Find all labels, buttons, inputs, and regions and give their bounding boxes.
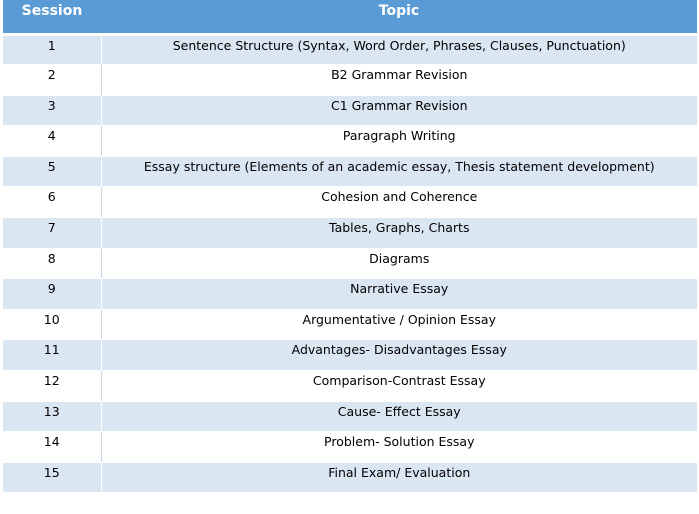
header-topic: Topic (101, 0, 697, 34)
table-row (3, 309, 697, 340)
table-row (3, 462, 697, 493)
session-topic: Cohesion and Coherence (101, 187, 697, 218)
session-topic: Sentence Structure (Syntax, Word Order, Phrases, Clauses, Punctuation) (101, 34, 697, 65)
session-topic: Final Exam/ Evaluation (101, 462, 697, 493)
session-topic: Advantages- Disadvantages Essay (101, 340, 697, 371)
header-session: Session (3, 0, 101, 34)
session-number: 4 (3, 126, 101, 157)
syllabus-table-wrapper (3, 0, 697, 493)
session-topic: Tables, Graphs, Charts (101, 218, 697, 249)
table-row (3, 371, 697, 402)
table-row (3, 126, 697, 157)
session-topic: Paragraph Writing (101, 126, 697, 157)
session-number: 3 (3, 95, 101, 126)
session-topic: Argumentative / Opinion Essay (101, 309, 697, 340)
session-topic: Cause- Effect Essay (101, 401, 697, 432)
session-number: 14 (3, 432, 101, 463)
table-row (3, 156, 697, 187)
session-number: 12 (3, 371, 101, 402)
session-number: 9 (3, 279, 101, 310)
session-number: 5 (3, 156, 101, 187)
session-number: 13 (3, 401, 101, 432)
table-row (3, 218, 697, 249)
session-topic: Comparison-Contrast Essay (101, 371, 697, 402)
session-topic: Diagrams (101, 248, 697, 279)
table-row (3, 187, 697, 218)
session-topic: B2 Grammar Revision (101, 65, 697, 96)
table-row (3, 65, 697, 96)
table-row (3, 34, 697, 65)
table-row (3, 279, 697, 310)
table-header-row (3, 0, 697, 34)
session-number: 7 (3, 218, 101, 249)
session-number: 6 (3, 187, 101, 218)
session-number: 2 (3, 65, 101, 96)
session-number: 1 (3, 34, 101, 65)
session-number: 10 (3, 309, 101, 340)
table-row (3, 432, 697, 463)
session-topic: Narrative Essay (101, 279, 697, 310)
session-number: 8 (3, 248, 101, 279)
syllabus-table (3, 0, 697, 493)
table-row (3, 401, 697, 432)
table-row (3, 95, 697, 126)
table-row (3, 340, 697, 371)
session-number: 11 (3, 340, 101, 371)
session-number: 15 (3, 462, 101, 493)
session-topic: C1 Grammar Revision (101, 95, 697, 126)
table-row (3, 248, 697, 279)
session-topic: Problem- Solution Essay (101, 432, 697, 463)
session-topic: Essay structure (Elements of an academic essay, Thesis statement development) (101, 156, 697, 187)
